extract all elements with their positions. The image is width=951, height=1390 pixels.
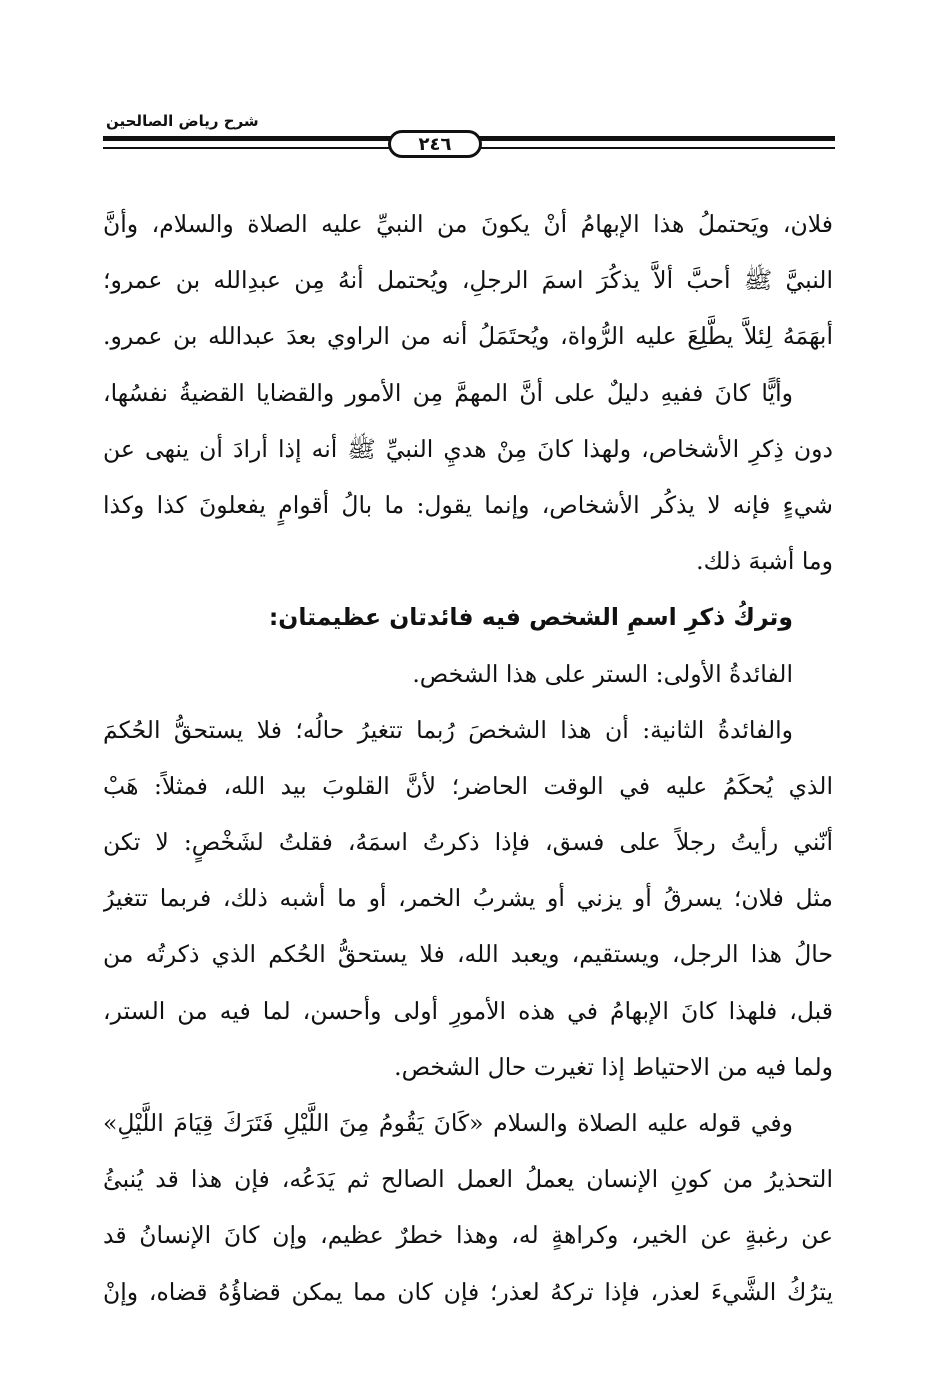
text-line: يترُكُ الشَّيءَ لعذر، فإذا تركهُ لعذر؛ فإن كان مما يمكن قضاؤُهُ قضاه، وإنْ bbox=[103, 1277, 833, 1306]
text-line: مثل فلان؛ يسرقُ أو يزني أو يشربُ الخمر، أو ما أشبه ذلك، فربما تتغيرُ bbox=[103, 884, 833, 913]
text-line: قبل، فلهذا كانَ الإبهامُ في هذه الأمورِ أولى وأحسن، لما فيه من الستر، bbox=[103, 996, 833, 1025]
text-line: وفي قوله عليه الصلاة والسلام «كَانَ يَقُومُ مِنَ اللَّيْلِ فَتَرَكَ قِيَامَ اللَّيْلِ» bbox=[103, 1109, 793, 1137]
text-line: والفائدةُ الثانية: أن هذا الشخصَ رُبما تتغيرُ حالُه؛ فلا يستحقُّ الحُكمَ bbox=[103, 715, 793, 744]
page-number: ٢٤٦ bbox=[418, 133, 452, 155]
text-line: النبيَّ ﷺ أحبَّ ألاَّ يذكُرَ اسمَ الرجلِ، ويُحتمل أنهُ مِن عبدِالله بن عمرو؛ bbox=[103, 266, 833, 295]
text-line: شيءٍ فإنه لا يذكُر الأشخاص، وإنما يقول: ما بالُ أقوامٍ يفعلونَ كذا وكذا bbox=[103, 490, 833, 519]
text-line: وما أشبهَ ذلك. bbox=[696, 547, 833, 576]
text-line: الذي يُحكَمُ عليه في الوقت الحاضر؛ لأنَّ القلوبَ بيد الله، فمثلاً: هَبْ bbox=[103, 771, 833, 800]
text-line: حالُ هذا الرجل، ويستقيم، ويعبد الله، فلا يستحقُّ الحُكم الذي ذكرتُه من bbox=[103, 940, 833, 969]
page-number-badge bbox=[388, 130, 482, 158]
text-line: أبهَمَهُ لِئلاَّ يطَّلِعَ عليه الرُّواة، ويُحتَمَلُ أنه من الراوي بعدَ عبدالله بن عمرو. bbox=[103, 322, 833, 351]
text-line: دون ذِكرِ الأشخاص، ولهذا كانَ مِنْ هديِ النبيِّ ﷺ أنه إذا أرادَ أن ينهى عن bbox=[103, 434, 833, 463]
text-line: فلان، ويَحتملُ هذا الإبهامُ أنْ يكونَ من النبيِّ عليه الصلاة والسلام، وأنَّ bbox=[103, 210, 833, 238]
text-line: التحذيرُ من كونِ الإنسان يعملُ العمل الصالح ثم يَدَعُه، فإن هذا قد يُنبئُ bbox=[103, 1165, 833, 1194]
page-body bbox=[103, 196, 833, 1320]
text-line: ولما فيه من الاحتياط إذا تغيرت حال الشخص. bbox=[394, 1052, 833, 1081]
text-line: وأيًّا كانَ ففيهِ دليلٌ على أنَّ المهمَّ مِن الأمور والقضايا القضيةُ نفسُها، bbox=[103, 378, 793, 407]
running-header-title: شرح رياض الصالحين bbox=[106, 112, 259, 130]
text-line: عن رغبةٍ عن الخير، وكراهةٍ له، وهذا خطرٌ عظيم، وإن كانَ الإنسانُ قد bbox=[103, 1221, 833, 1250]
text-line: الفائدةُ الأولى: الستر على هذا الشخص. bbox=[412, 659, 793, 688]
text-line: أنّني رأيتُ رجلاً على فسق، فإذا ذكرتُ اسمَهُ، فقلتُ لشَخْصٍ: لا تكن bbox=[103, 828, 833, 857]
section-heading: وتركُ ذكرِ اسمِ الشخص فيه فائدتان عظيمتان: bbox=[268, 603, 793, 632]
